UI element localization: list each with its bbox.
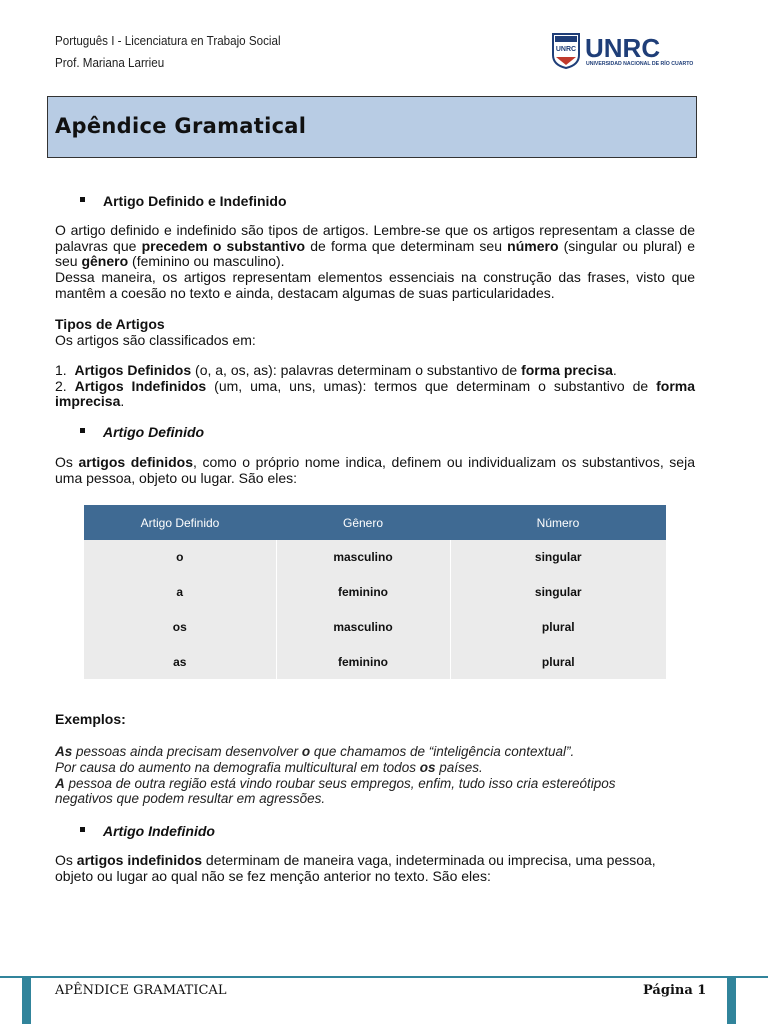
table-header-cell: Gênero [276, 505, 450, 540]
table-cell: o [84, 540, 276, 574]
table-header-row [84, 505, 666, 540]
table-cell: plural [450, 609, 666, 644]
bullet-square-icon [80, 197, 85, 202]
exemplos-list [55, 744, 675, 807]
footer-divider [0, 976, 768, 978]
course-title: Português I - Licenciatura en Trabajo Social [55, 34, 281, 48]
artigos-definidos-table [84, 505, 666, 679]
page-number: Página 1 [643, 983, 707, 998]
unrc-logo [552, 33, 704, 69]
table-header-cell: Artigo Definido [84, 505, 276, 540]
bullet-square-icon [80, 428, 85, 433]
exemplos-heading: Exemplos: [55, 711, 126, 727]
indefinido-paragraph: Os artigos indefinidos determinam de maneira vaga, indeterminada ou imprecisa, uma pessoa, objeto ou lugar ao qual não se fez menção anterior no texto. São eles: [55, 852, 656, 884]
page-title: Apêndice Gramatical [55, 114, 307, 138]
bullet-square-icon [80, 827, 85, 832]
tipos-list [55, 363, 695, 410]
exemplo-1: As pessoas ainda precisam desenvolver o que chamamos de “inteligência contextual”. [55, 744, 575, 759]
footer-right-bar [727, 978, 736, 1024]
table-cell: plural [450, 644, 666, 679]
logo-subtitle: UNIVERSIDAD NACIONAL DE RÍO CUARTO [586, 61, 694, 67]
tipos-intro: Os artigos são classificados em: [55, 331, 256, 348]
table-row [84, 644, 666, 679]
tipos-section [55, 317, 695, 348]
title-box [47, 96, 697, 158]
footer-left-bar [22, 978, 31, 1024]
definido-paragraph: Os artigos definidos, como o próprio nome indica, definem ou individualizam os substantivos, seja uma pessoa, objeto ou lugar. São eles: [55, 454, 695, 486]
table-cell: singular [450, 574, 666, 609]
table-cell: os [84, 609, 276, 644]
table-cell: masculino [276, 609, 450, 644]
table-cell: as [84, 644, 276, 679]
bullet-label: Artigo Definido [103, 424, 205, 440]
exemplo-2: Por causa do aumento na demografia multicultural em todos os países. [55, 759, 483, 775]
table-cell: feminino [276, 574, 450, 609]
shield-icon [552, 33, 580, 69]
intro-paragraph-2: Dessa maneira, os artigos representam elementos essenciais na construção das frases, visto que mantêm a coesão no texto e ainda, destacam algumas de suas particularidades. [55, 269, 695, 301]
intro-paragraph: O artigo definido e indefinido são tipos de artigos. Lembre-se que os artigos representam a classe de palavras que precedem o substantivo de forma que determinam seu número (singular ou plural) e seu gênero (feminino ou masculino). Dessa maneira, os artigos representam elementos essenciais na construção das frases, visto que mantêm a coesão no texto e ainda, destacam algumas de suas particularidades. [55, 222, 696, 301]
table-row [84, 540, 666, 574]
logo-text: UNRC [585, 33, 661, 63]
table-cell: masculino [276, 540, 450, 574]
footer-title: APÊNDICE GRAMATICAL [55, 983, 227, 998]
table-header-cell: Número [450, 505, 666, 540]
bullet-label: Artigo Indefinido [103, 823, 215, 839]
shield-text: UNRC [555, 46, 577, 53]
professor-name: Prof. Mariana Larrieu [55, 56, 165, 70]
table-cell: singular [450, 540, 666, 574]
exemplo-3: A pessoa de outra região está vindo roubar seus empregos, enfim, tudo isso cria estereótipos negativos que podem resultar em agressões. [55, 775, 616, 807]
table-cell: a [84, 574, 276, 609]
table-row [84, 609, 666, 644]
tipos-item-2: 2. Artigos Indefinidos (um, uma, uns, umas): termos que determinam o substantivo de forma imprecisa. [55, 377, 696, 410]
tipos-heading: Tipos de Artigos [55, 316, 165, 332]
table-row [84, 574, 666, 609]
table-cell: feminino [276, 644, 450, 679]
bullet-label: Artigo Definido e Indefinido [103, 193, 287, 209]
tipos-item-1: 1. Artigos Definidos (o, a, os, as): palavras determinam o substantivo de forma precisa. [55, 362, 617, 378]
